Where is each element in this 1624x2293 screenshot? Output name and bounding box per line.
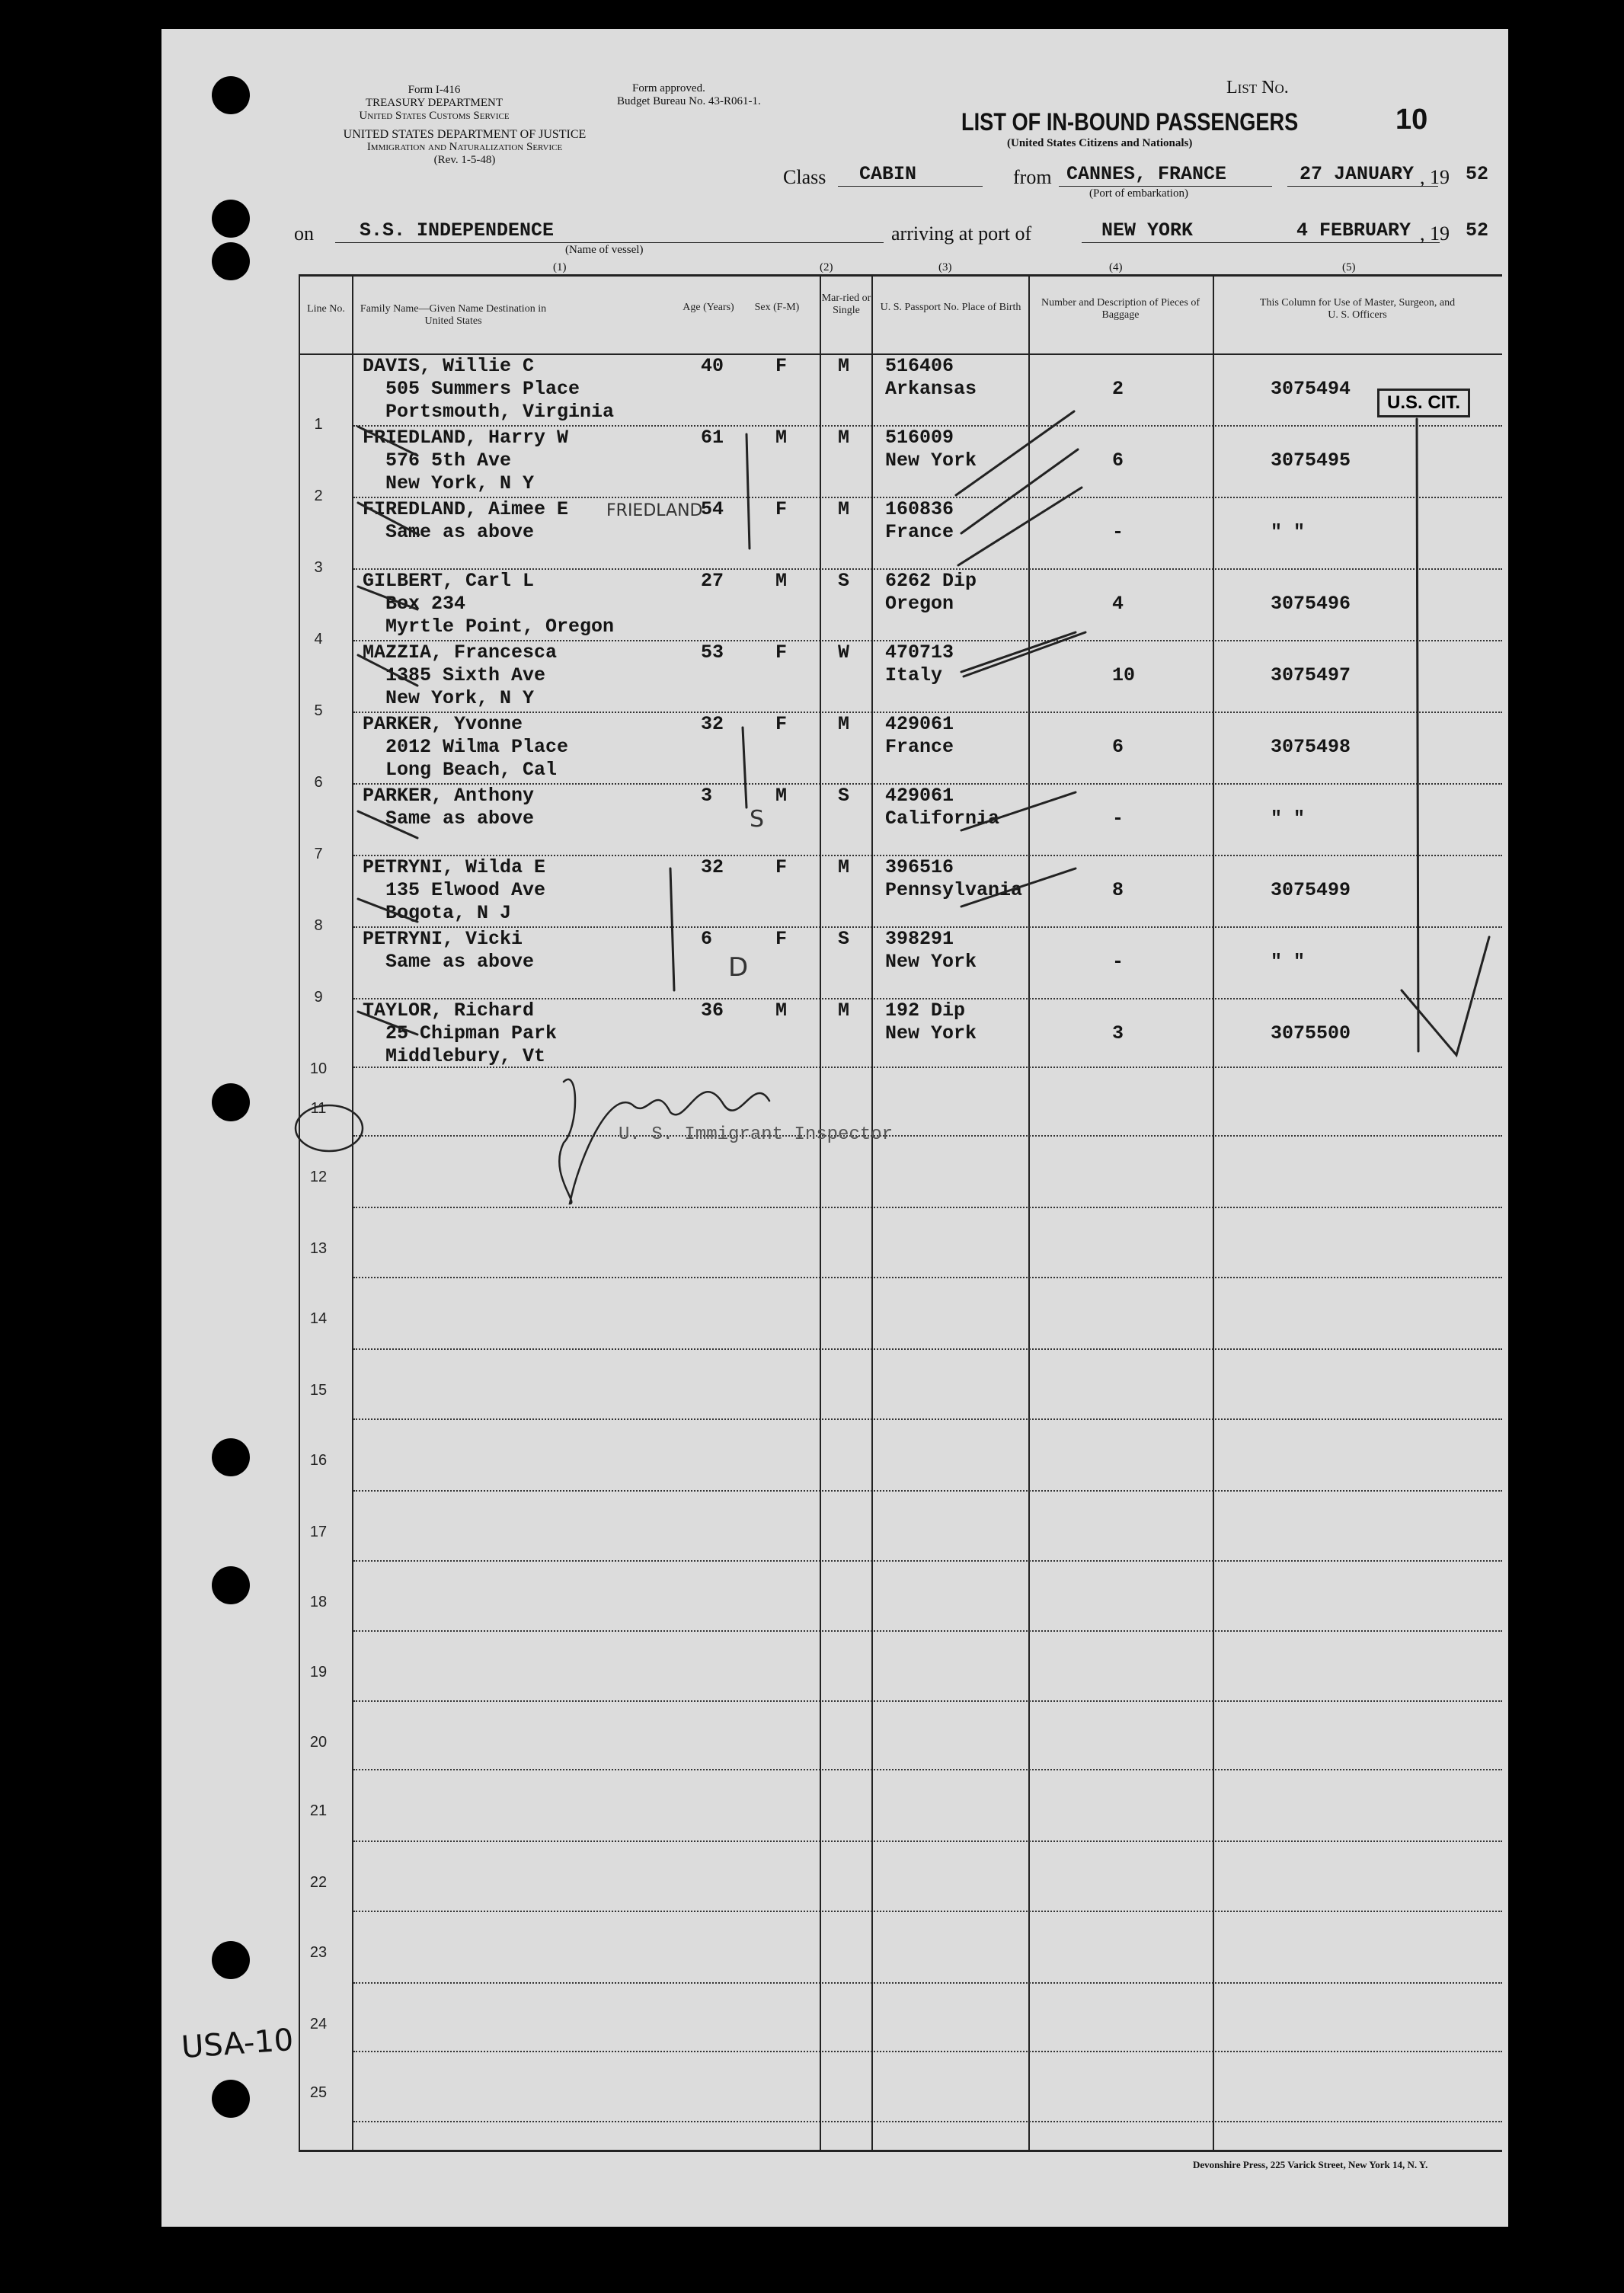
line-number: 17 [309, 1524, 328, 1540]
passenger-address: 25 Chipman Park [385, 1022, 558, 1044]
baggage-count: 6 [1112, 736, 1124, 758]
passenger-address: 576 5th Ave [385, 449, 512, 472]
passenger-name: PARKER, Yvonne [363, 713, 523, 735]
bracket-line [743, 728, 746, 808]
line-number: 23 [309, 1944, 328, 1961]
passenger-sex: M [775, 570, 788, 592]
passenger-age: 54 [701, 498, 724, 520]
line-number: 15 [309, 1382, 328, 1399]
passenger-name: FIREDLAND, Aimee E [363, 498, 569, 520]
birth-place: Pennsylvania [885, 879, 1023, 901]
passenger-sex: F [775, 641, 788, 664]
printer-credit: Devonshire Press, 225 Varick Street, New York 14, N. Y. [1193, 2159, 1428, 2170]
birth-place: Italy [885, 664, 943, 686]
line-number: 10 [309, 1060, 328, 1077]
line-number: 5 [314, 702, 323, 719]
passport-number: 160836 [885, 498, 954, 520]
passenger-marital: W [838, 641, 850, 664]
passenger-address: Bogota, N J [385, 902, 512, 924]
line-number: 14 [309, 1310, 328, 1327]
officer-number: 3075497 [1271, 664, 1351, 686]
officer-number: 3075500 [1271, 1022, 1351, 1044]
passenger-sex: F [775, 713, 788, 735]
form-id: Form I-416 TREASURY DEPARTMENT United States Customs Service [359, 84, 510, 122]
header-sex: Sex (F-M) [754, 302, 800, 313]
arrive-year: 52 [1466, 219, 1489, 241]
header-baggage: Number and Description of Pieces of Baggage [1041, 297, 1200, 321]
col-num: (5) [1342, 261, 1356, 273]
passenger-marital: M [838, 856, 850, 878]
passenger-age: 32 [701, 856, 724, 878]
passport-number: 6262 Dip [885, 570, 977, 592]
passenger-name: PETRYNI, Vicki [363, 928, 523, 950]
passenger-name: PETRYNI, Wilda E [363, 856, 546, 878]
passenger-age: 32 [701, 713, 724, 735]
passenger-age: 36 [701, 999, 724, 1022]
bracket-line [670, 868, 674, 990]
officer-number: " " [1271, 951, 1306, 973]
header-name: Family Name—Given Name Destination in United States [360, 303, 547, 327]
arrive-year-prefix: , 19 [1420, 222, 1450, 245]
line-number: 24 [309, 2016, 328, 2032]
passport-number: 398291 [885, 928, 954, 950]
header-married: Mar-ried or Single [821, 293, 871, 316]
side-note: USA-10 [180, 2022, 295, 2066]
passport-number: 516406 [885, 355, 954, 377]
baggage-count: 6 [1112, 449, 1124, 472]
passenger-sex: F [775, 355, 788, 377]
baggage-count: 3 [1112, 1022, 1124, 1044]
passenger-address: New York, N Y [385, 687, 535, 709]
passenger-address: 505 Summers Place [385, 378, 580, 400]
passenger-age: 53 [701, 641, 724, 664]
passenger-age: 61 [701, 427, 724, 449]
tick-mark [956, 411, 1074, 495]
passenger-marital: S [838, 928, 850, 950]
passenger-age: 27 [701, 570, 724, 592]
baggage-count: 4 [1112, 593, 1124, 615]
passenger-marital: S [838, 570, 850, 592]
document-title: LIST OF IN-BOUND PASSENGERS [961, 108, 1299, 136]
passenger-sex: F [775, 856, 788, 878]
passport-number: 429061 [885, 785, 954, 807]
header-line-no: Line No. [307, 303, 345, 315]
birth-place: Oregon [885, 593, 954, 615]
line-number: 22 [309, 1874, 328, 1891]
col-num: (1) [553, 261, 567, 273]
embark-caption: (Port of embarkation) [1089, 187, 1188, 200]
tick-mark [961, 792, 1076, 830]
passenger-address: 1385 Sixth Ave [385, 664, 546, 686]
line-number: 13 [309, 1240, 328, 1257]
baggage-count: 10 [1112, 664, 1136, 686]
citizen-stamp: U.S. CIT. [1377, 389, 1470, 417]
passenger-address: Box 234 [385, 593, 466, 615]
passenger-address: Middlebury, Vt [385, 1045, 546, 1067]
officer-number: " " [1271, 808, 1306, 830]
document-subtitle: (United States Citizens and Nationals) [1007, 137, 1193, 149]
passenger-address: 135 Elwood Ave [385, 879, 546, 901]
line-number: 25 [309, 2084, 328, 2101]
passport-number: 429061 [885, 713, 954, 735]
officer-number: 3075499 [1271, 879, 1351, 901]
birth-place: California [885, 808, 1000, 830]
birth-place: Arkansas [885, 378, 977, 400]
passenger-marital: M [838, 713, 850, 735]
officer-number: 3075496 [1271, 593, 1351, 615]
line-number: 20 [309, 1734, 328, 1751]
class-label: Class [783, 166, 826, 188]
tick-mark [958, 488, 1082, 565]
passenger-sex: F [775, 928, 788, 950]
passenger-sex: M [775, 999, 788, 1022]
arrival-port: NEW YORK [1101, 219, 1194, 241]
header-officers: This Column for Use of Master, Surgeon, and U. S. Officers [1259, 297, 1456, 321]
header-passport: U. S. Passport No. Place of Birth [880, 302, 1021, 313]
tick-mark [961, 868, 1076, 907]
depart-date: 27 JANUARY [1300, 163, 1415, 185]
check-mark [1402, 419, 1489, 1055]
col-num: (3) [938, 261, 952, 273]
passenger-address: Same as above [385, 808, 535, 830]
handwritten-letter: D [728, 952, 749, 983]
col-num: (2) [820, 261, 833, 273]
line-number: 4 [314, 631, 323, 648]
passenger-age: 40 [701, 355, 724, 377]
passport-number: 396516 [885, 856, 954, 878]
officer-number: 3075498 [1271, 736, 1351, 758]
embark-port: CANNES, FRANCE [1066, 163, 1227, 185]
line-number: 3 [314, 559, 323, 576]
depart-year: 52 [1466, 163, 1489, 185]
header-age: Age (Years) [683, 302, 734, 313]
passenger-sex: F [775, 498, 788, 520]
passenger-address: Same as above [385, 951, 535, 973]
vessel-name: S.S. INDEPENDENCE [360, 219, 555, 241]
budget-approval: Form approved. Budget Bureau No. 43-R061-1. [617, 82, 761, 107]
officer-number: 3075494 [1271, 378, 1351, 400]
arrive-date: 4 FEBRUARY [1296, 219, 1411, 241]
vessel-caption: (Name of vessel) [565, 244, 644, 256]
baggage-count: 8 [1112, 879, 1124, 901]
passenger-name: FRIEDLAND, Harry W [363, 427, 569, 449]
line-number: 6 [314, 774, 323, 791]
passenger-age: 3 [701, 785, 713, 807]
passenger-address: Long Beach, Cal [385, 759, 558, 781]
list-no: 10 [1395, 104, 1428, 136]
bracket-line [746, 434, 750, 548]
passenger-address: Myrtle Point, Oregon [385, 616, 615, 638]
list-no-label: List No. [1226, 78, 1289, 98]
passenger-address: New York, N Y [385, 472, 535, 494]
passenger-marital: M [838, 355, 850, 377]
officer-number: " " [1271, 521, 1306, 543]
passenger-name: DAVIS, Willie C [363, 355, 535, 377]
passport-number: 192 Dip [885, 999, 966, 1022]
passenger-marital: M [838, 999, 850, 1022]
birth-place: France [885, 521, 954, 543]
birth-place: New York [885, 449, 977, 472]
baggage-count: 2 [1112, 378, 1124, 400]
baggage-count: - [1112, 808, 1124, 830]
passport-number: 516009 [885, 427, 954, 449]
passenger-sex: M [775, 427, 788, 449]
passenger-name: MAZZIA, Francesca [363, 641, 558, 664]
officer-number: 3075495 [1271, 449, 1351, 472]
tick-mark [961, 449, 1078, 533]
line-number: 16 [309, 1452, 328, 1469]
passenger-address: Same as above [385, 521, 535, 543]
birth-place: New York [885, 951, 977, 973]
line-number: 21 [309, 1802, 328, 1819]
passenger-name: TAYLOR, Richard [363, 999, 535, 1022]
passenger-name: PARKER, Anthony [363, 785, 535, 807]
line-number: 7 [314, 846, 323, 862]
baggage-count: - [1112, 521, 1124, 543]
from-label: from [1013, 166, 1052, 188]
tick-mark [964, 632, 1085, 676]
passenger-address: 2012 Wilma Place [385, 736, 569, 758]
passenger-address: Portsmouth, Virginia [385, 401, 615, 423]
line-number: 19 [309, 1664, 328, 1681]
birth-place: New York [885, 1022, 977, 1044]
passenger-marital: M [838, 498, 850, 520]
birth-place: France [885, 736, 954, 758]
col-num: (4) [1109, 261, 1123, 273]
line-number: 18 [309, 1594, 328, 1610]
passenger-sex: M [775, 785, 788, 807]
on-label: on [294, 222, 314, 245]
line-number: 11 [310, 1100, 327, 1117]
passport-number: 470713 [885, 641, 954, 664]
passenger-marital: M [838, 427, 850, 449]
line-number: 9 [314, 989, 323, 1006]
passenger-name: GILBERT, Carl L [363, 570, 535, 592]
arriving-label: arriving at port of [891, 222, 1032, 245]
passenger-marital: S [838, 785, 850, 807]
doj-heading: UNITED STATES DEPARTMENT OF JUSTICE Immigration and Naturalization Service (Rev. 1-5-48) [343, 128, 587, 166]
line-number: 12 [309, 1169, 328, 1185]
passenger-age: 6 [701, 928, 713, 950]
line-number: 1 [314, 416, 323, 433]
class-value: CABIN [859, 163, 917, 185]
inspector-caption: U. S. Immigrant Inspector [619, 1124, 894, 1145]
line-number: 8 [314, 917, 323, 934]
tick-mark [961, 632, 1076, 672]
handwritten-letter: S [750, 806, 765, 833]
handwritten-note: FRIEDLAND [606, 501, 703, 520]
line-number: 2 [314, 488, 323, 504]
depart-year-prefix: , 19 [1420, 166, 1450, 188]
baggage-count: - [1112, 951, 1124, 973]
